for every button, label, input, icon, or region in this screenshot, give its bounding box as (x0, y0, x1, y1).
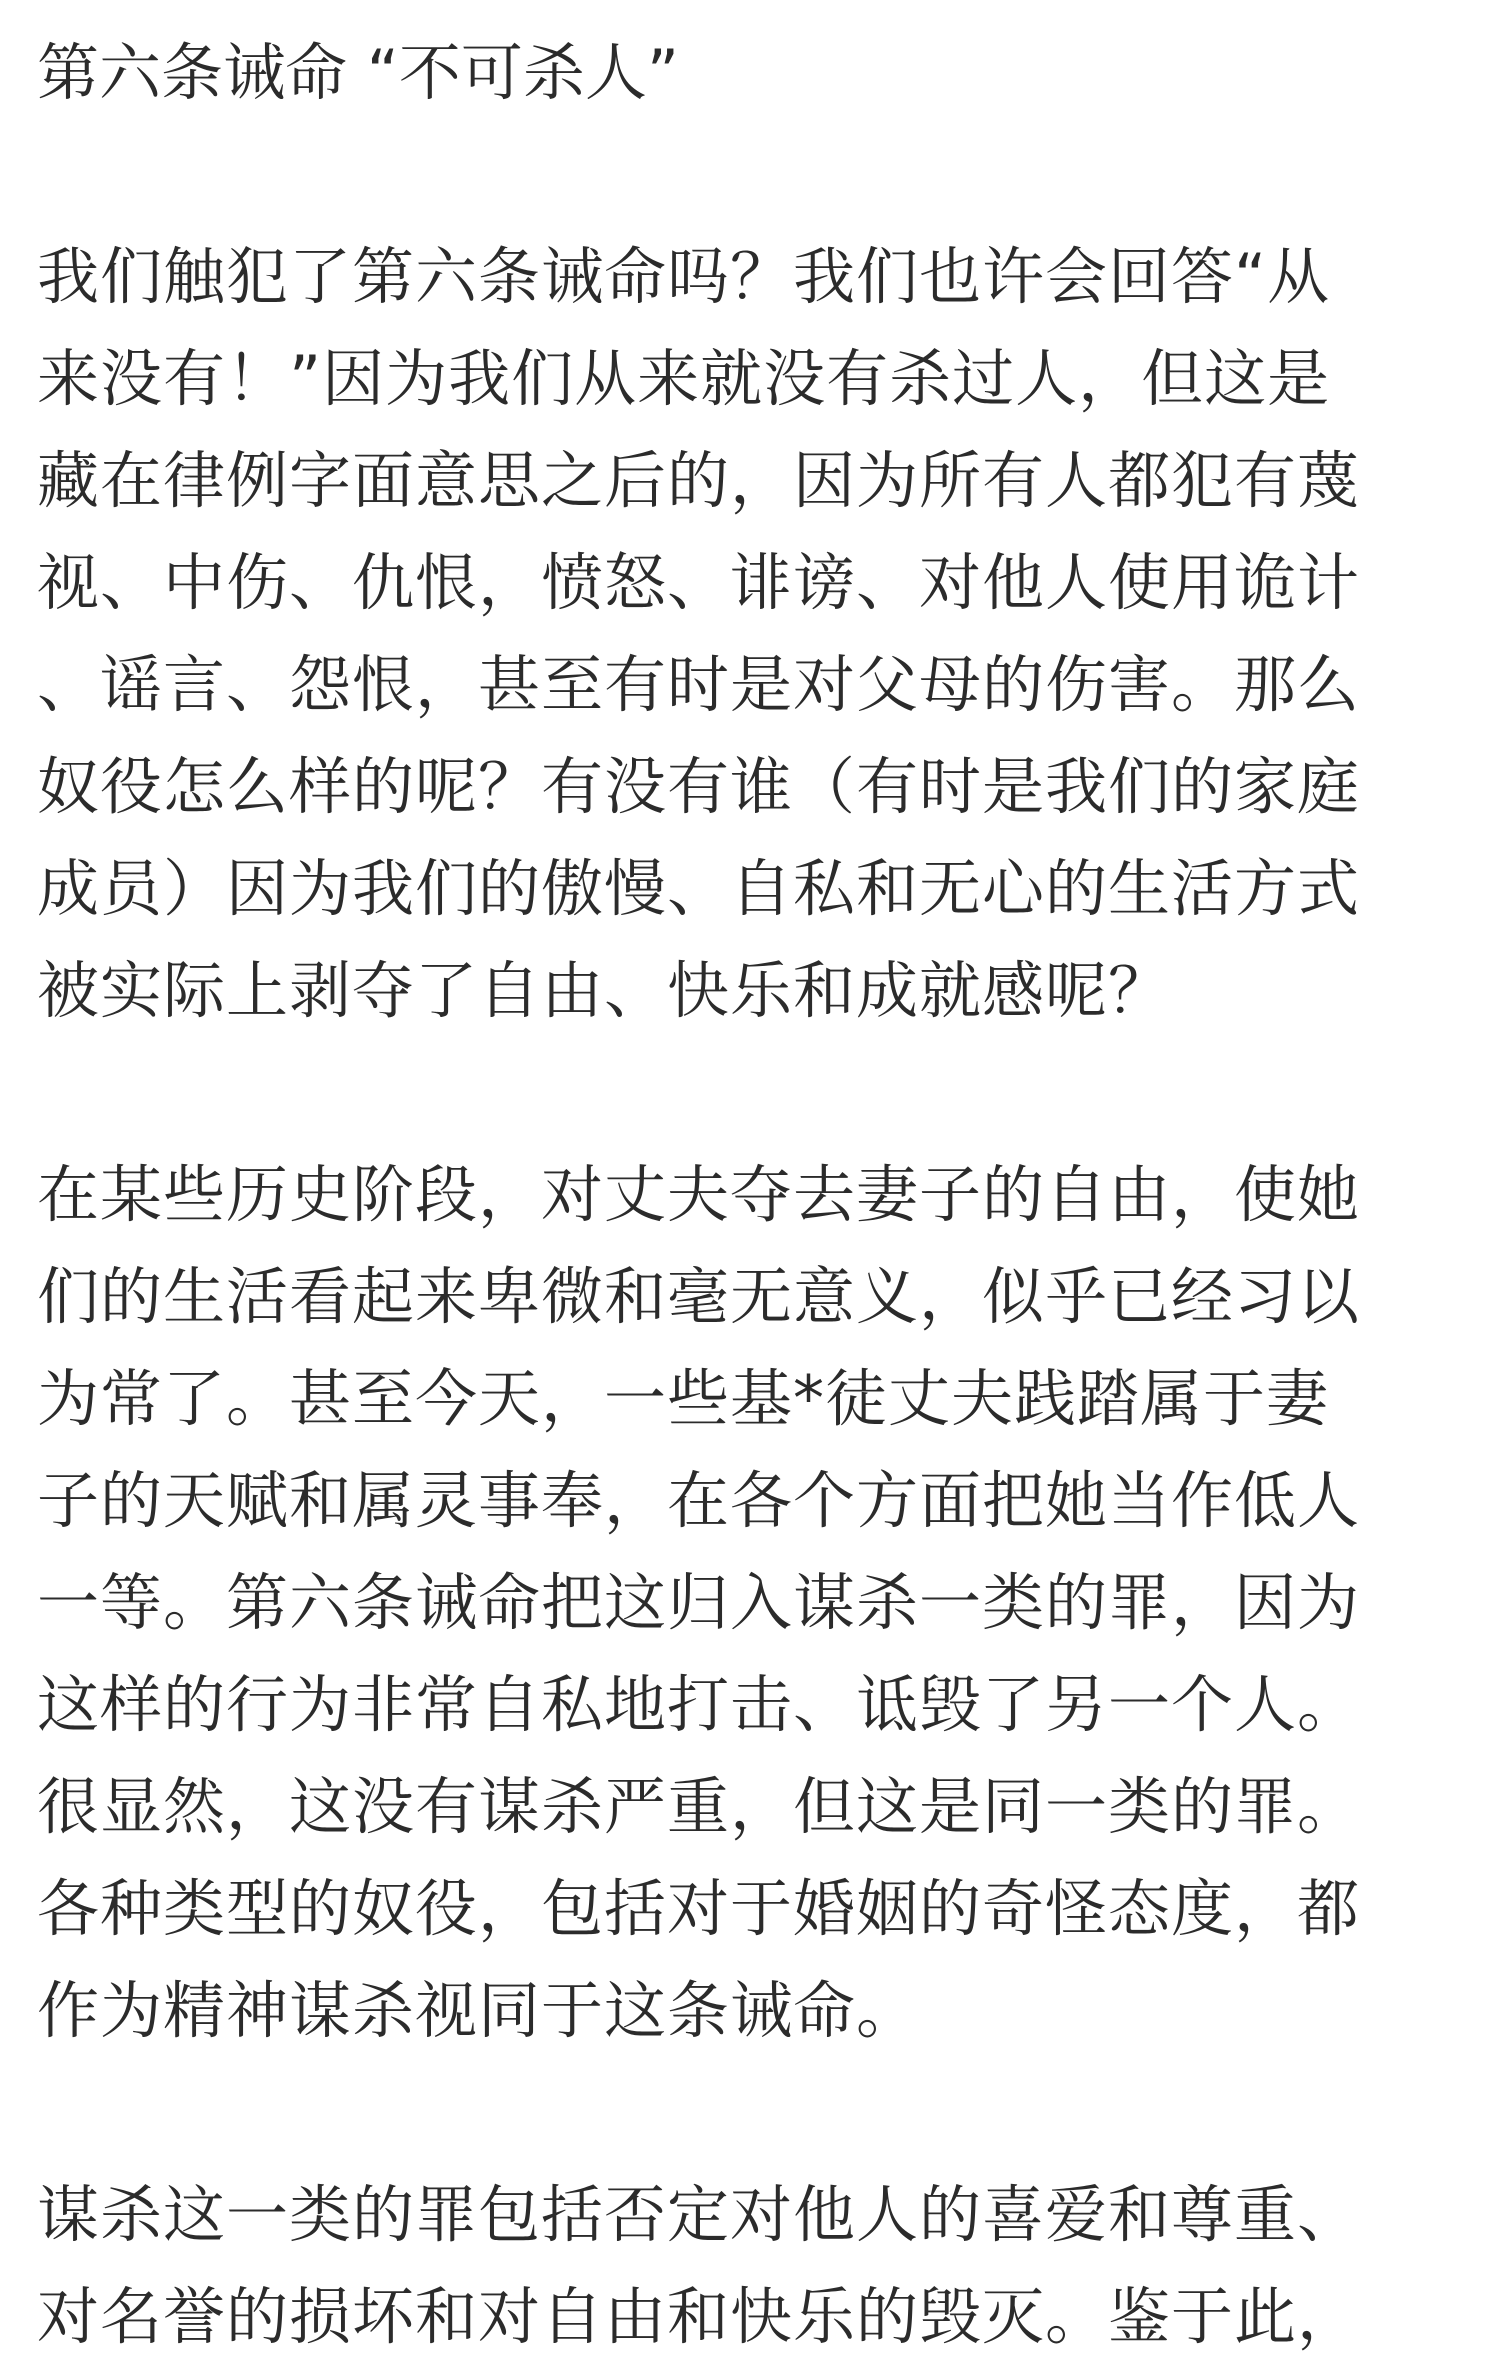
text-line: 很显然，这没有谋杀严重，但这是同一类的罪。 (37, 1770, 1361, 1843)
text-line: 谋杀这一类的罪包括否定对他人的喜爱和尊重、 (37, 2178, 1361, 2251)
paragraph-spacer (37, 1042, 1463, 1144)
paragraph-3 (37, 2164, 1463, 2368)
article (37, 22, 1463, 2368)
text-line: 在某些历史阶段，对丈夫夺去妻子的自由，使她 (37, 1158, 1361, 1231)
text-line: 、谣言、怨恨，甚至有时是对父母的伤害。那么 (37, 648, 1361, 721)
text-line: 子的天赋和属灵事奉，在各个方面把她当作低人 (37, 1464, 1361, 1537)
text-line: 一等。第六条诫命把这归入谋杀一类的罪，因为 (37, 1566, 1361, 1639)
article-title: 第六条诫命 “不可杀人” (37, 36, 679, 109)
text-line: 奴役怎么样的呢？有没有谁（有时是我们的家庭 (37, 750, 1361, 823)
text-line: 们的生活看起来卑微和毫无意义，似乎已经习以 (37, 1260, 1361, 1333)
text-line: 视、中伤、仇恨，愤怒、诽谤、对他人使用诡计 (37, 546, 1361, 619)
text-line: 成员）因为我们的傲慢、自私和无心的生活方式 (37, 852, 1361, 925)
text-line: 我们触犯了第六条诫命吗？我们也许会回答“从 (37, 240, 1331, 313)
text-line: 被实际上剥夺了自由、快乐和成就感呢？ (37, 954, 1172, 1027)
paragraph-2 (37, 1144, 1463, 2062)
paragraph-spacer (37, 2062, 1463, 2164)
text-line: 这样的行为非常自私地打击、诋毁了另一个人。 (37, 1668, 1361, 1741)
paragraph-1 (37, 226, 1463, 1042)
text-line: 来没有！”因为我们从来就没有杀过人，但这是 (37, 342, 1331, 415)
text-line: 作为精神谋杀视同于这条诫命。 (37, 1974, 920, 2047)
text-line: 对名誉的损坏和对自由和快乐的毁灭。鉴于此， (37, 2280, 1361, 2353)
text-line: 为常了。甚至今天，一些基*徒丈夫践踏属于妻 (37, 1362, 1330, 1435)
text-line: 各种类型的奴役，包括对于婚姻的奇怪态度，都 (37, 1872, 1361, 1945)
text-line: 藏在律例字面意思之后的，因为所有人都犯有蔑 (37, 444, 1361, 517)
paragraph-spacer (37, 124, 1463, 226)
